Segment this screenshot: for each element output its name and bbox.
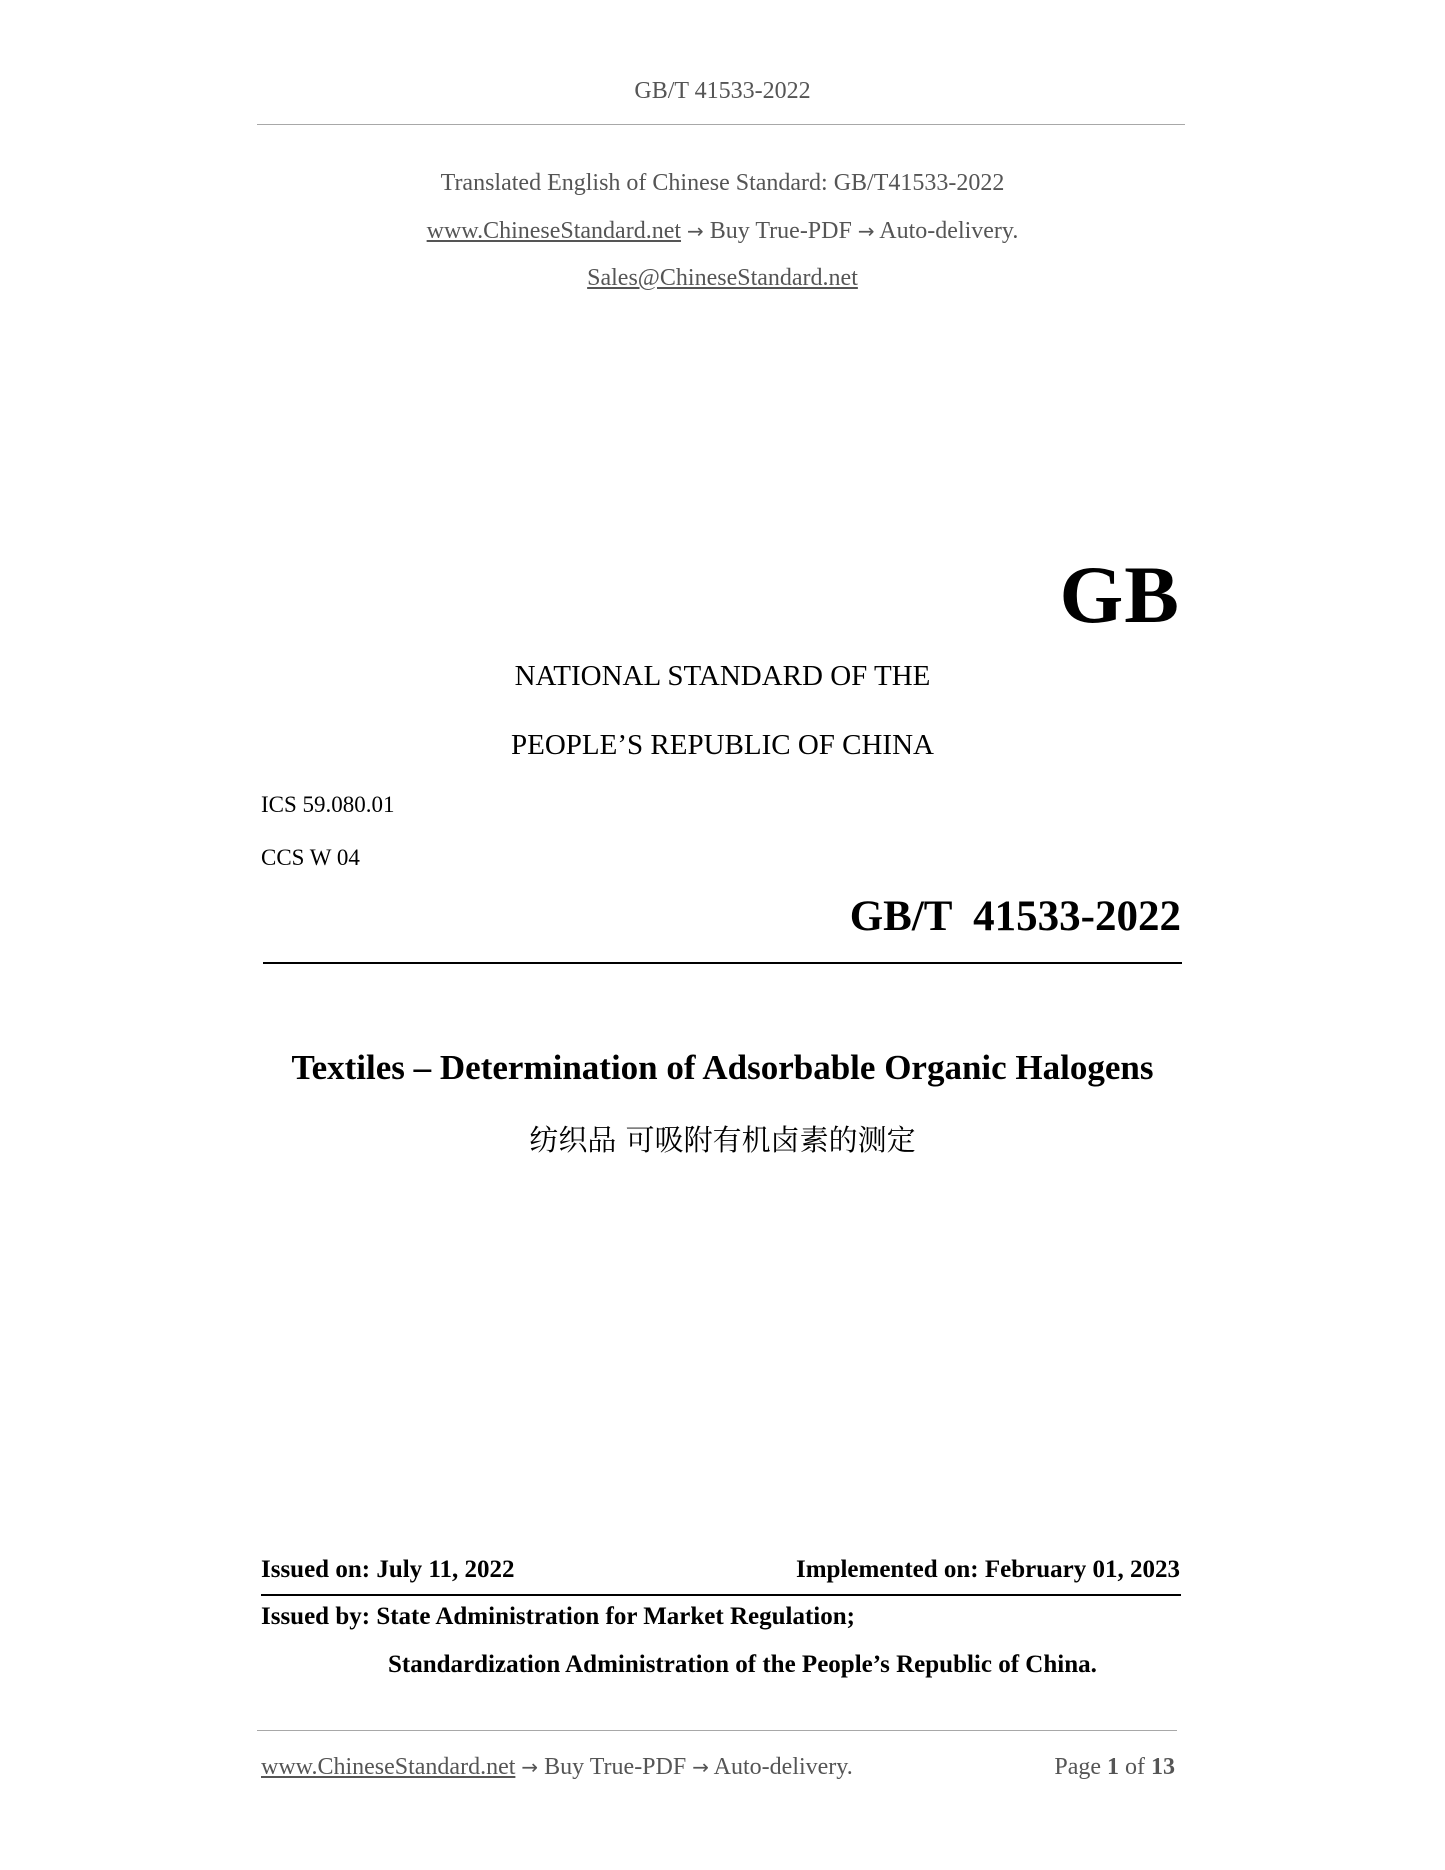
footer-buy-text: Buy True-PDF [544, 1754, 687, 1780]
arrow-right-icon: → [692, 1755, 709, 1779]
page-current: 1 [1107, 1754, 1119, 1780]
footer-divider [257, 1730, 1177, 1731]
arrow-right-icon: → [521, 1755, 539, 1779]
arrow-right-icon: → [687, 219, 704, 243]
title-divider [263, 962, 1182, 964]
footer-promo [261, 1754, 853, 1781]
buy-pdf-text: Buy True-PDF [709, 218, 852, 244]
auto-delivery-text: Auto-delivery. [879, 218, 1019, 244]
page-label: Page [1054, 1754, 1101, 1780]
sales-email-link[interactable]: Sales@ChineseStandard.net [587, 265, 858, 291]
issued-on-date: Issued on: July 11, 2022 [261, 1556, 515, 1583]
gb-logo: GB [1059, 549, 1180, 640]
website-link[interactable]: www.ChineseStandard.net [426, 218, 682, 244]
footer-auto-text: Auto-delivery. [713, 1754, 853, 1780]
footer-website-link[interactable]: www.ChineseStandard.net [261, 1754, 516, 1780]
page-of: of [1125, 1754, 1145, 1780]
title-english: Textiles – Determination of Adsorbable Organic Halogens [291, 1048, 1154, 1087]
implemented-on-date: Implemented on: February 01, 2023 [796, 1556, 1180, 1583]
ics-code: ICS 59.080.01 [261, 792, 395, 817]
national-standard-line2: PEOPLE’S REPUBLIC OF CHINA [511, 729, 934, 761]
title-chinese: 纺织品 可吸附有机卤素的测定 [529, 1123, 916, 1157]
translation-note: Translated English of Chinese Standard: GB/T41533-2022 [440, 170, 1005, 196]
running-header: GB/T 41533-2022 [634, 78, 811, 104]
standard-code: GB/T 41533-2022 [849, 893, 1181, 940]
sales-email-line [0, 265, 1445, 292]
issued-by-second: Standardization Administration of the People’s Republic of China. [388, 1651, 1097, 1678]
promo-line [0, 218, 1445, 245]
header-divider [257, 124, 1185, 125]
national-standard-line1: NATIONAL STANDARD OF THE [514, 660, 931, 692]
page-indicator [1054, 1754, 1175, 1781]
issue-divider [261, 1594, 1181, 1596]
page-total: 13 [1151, 1754, 1175, 1780]
arrow-right-icon: → [857, 219, 875, 243]
ccs-code: CCS W 04 [261, 845, 360, 870]
issued-by: Issued by: State Administration for Market Regulation; [261, 1603, 855, 1630]
